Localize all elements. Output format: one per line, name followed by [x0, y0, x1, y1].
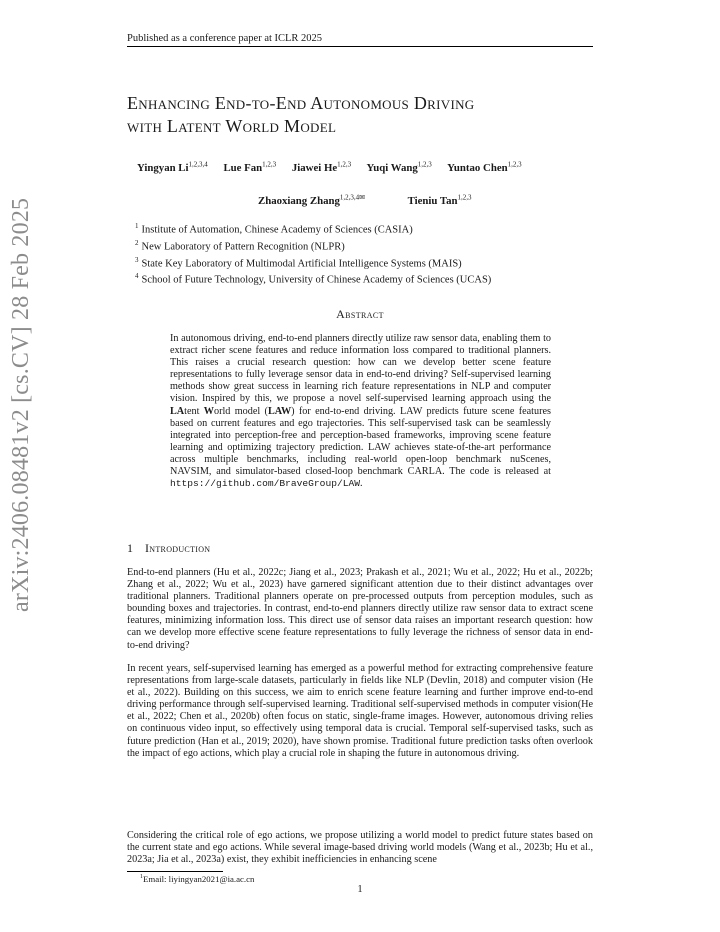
footnote: $^1$Email: liyingyan2021@ia.ac.cn	[140, 874, 255, 884]
author: Zhaoxiang Zhang$^{1,2,3,4✉}$	[258, 193, 366, 207]
running-header: Published as a conference paper at ICLR 2025	[127, 33, 323, 44]
footnote-rule	[127, 871, 223, 872]
arxiv-stamp: arXiv:2406.08481v2 [cs.CV] 28 Feb 2025	[8, 197, 34, 612]
abstract-body: In autonomous driving, end-to-end planners directly utilize raw sensor data, enabling them to extract richer scene features and reduce information loss compared to traditional planners. This raises a crucial research question: how can we develop better scene feature representations to fully leverage sensor data in end-to-end driving? Self-supervised learning methods show great success in learning rich feature representations in NLP and computer vision. Inspired by this, we propose a novel self-supervised learning approach using the LAtent World model (LAW) for end-to-end driving. LAW predicts future scene features based on current features and ego trajectories. This self-supervised task can be seamlessly integrated into perception-free and perception-based frameworks, improving scene feature learning and optimizing trajectory prediction. LAW achieves state-of-the-art performance across multiple benchmarks, including real-world open-loop benchmark nuScenes, NAVSIM, and simulator-based closed-loop benchmark CARLA. The code is released at https://github.com/BraveGroup/LAW.	[170, 333, 551, 490]
title-line-1: Enhancing End-to-End Autonomous Driving	[127, 93, 475, 113]
abstract-heading: Abstract	[336, 307, 384, 321]
code-link[interactable]: https://github.com/BraveGroup/LAW	[170, 478, 360, 490]
author: Tieniu Tan$^{1,2,3}$	[407, 193, 472, 207]
body-paragraph: Considering the critical role of ego actions, we propose utilizing a world model to predict future states based on the current state and ego actions. While several image-based driving world models (Wang et al., 2023b; Hu et al., 2023a; Jia et al., 2023a) exist, they exhibit inefficiencies in enhancing scene	[127, 830, 593, 866]
affiliations	[135, 220, 491, 287]
section-title: Introduction	[145, 541, 211, 555]
section-number: 1	[127, 541, 133, 555]
author: Lue Fan$^{1,2,3}$	[223, 160, 277, 174]
affiliation: $^4$ School of Future Technology, University of Chinese Academy of Sciences (UCAS)	[135, 272, 492, 286]
author-list-row-1	[137, 160, 535, 174]
author: Yingyan Li$^{1,2,3,4}$	[137, 160, 208, 174]
author: Yuqi Wang$^{1,2,3}$	[366, 160, 432, 174]
page-number: 1	[357, 884, 363, 895]
body-paragraph: End-to-end planners (Hu et al., 2022c; Jiang et al., 2023; Prakash et al., 2021; Wu et al., 2022; Hu et al., 2022b; Zhang et al., 2022; Wu et al., 2023) have garnered significant attention due to their distinct advantages over traditional planners. Traditional planners operate on pre-processed outputs from perception modules, such as bounding boxes and trajectories. In contrast, end-to-end planners directly utilize raw sensor data to extract scene features, minimizing information loss. This direct use of sensor data raises an important research question: how can we develop more effective scene feature representations to fully leverage the richness of sensor data in end-to-end driving?	[127, 567, 593, 651]
author: Yuntao Chen$^{1,2,3}$	[447, 160, 522, 174]
affiliation: $^2$ New Laboratory of Pattern Recognition (NLPR)	[135, 238, 345, 253]
author: Jiawei He$^{1,2,3}$	[291, 160, 352, 174]
section-heading-introduction	[127, 541, 210, 556]
header-rule	[127, 46, 593, 47]
author-list-row-2	[258, 193, 512, 207]
affiliation: $^1$ Institute of Automation, Chinese Academy of Sciences (CASIA)	[135, 222, 413, 236]
paper-title	[127, 92, 607, 138]
affiliation: $^3$ State Key Laboratory of Multimodal Artificial Intelligence Systems (MAIS)	[135, 255, 462, 270]
title-line-2: with Latent World Model	[127, 116, 337, 136]
body-paragraph: In recent years, self-supervised learning has emerged as a powerful method for extracting comprehensive feature representations from large-scale datasets, particularly in fields like NLP (Devlin, 2018) and computer vision (He et al., 2022). Building on this success, we aim to enrich scene feature learning and further improve end-to-end driving performance through self-supervised learning. Traditional self-supervised methods in computer vision(He et al., 2022; Chen et al., 2020b) often focus on static, single-frame images. However, autonomous driving relies on continuous video input, so effectively using temporal data is crucial. Temporal self-supervised tasks, such as future prediction (Han et al., 2019; 2020), have shown promise. Traditional future prediction tasks often overlook the impact of ego actions, which play a crucial role in shaping the future in autonomous driving.	[127, 663, 593, 759]
